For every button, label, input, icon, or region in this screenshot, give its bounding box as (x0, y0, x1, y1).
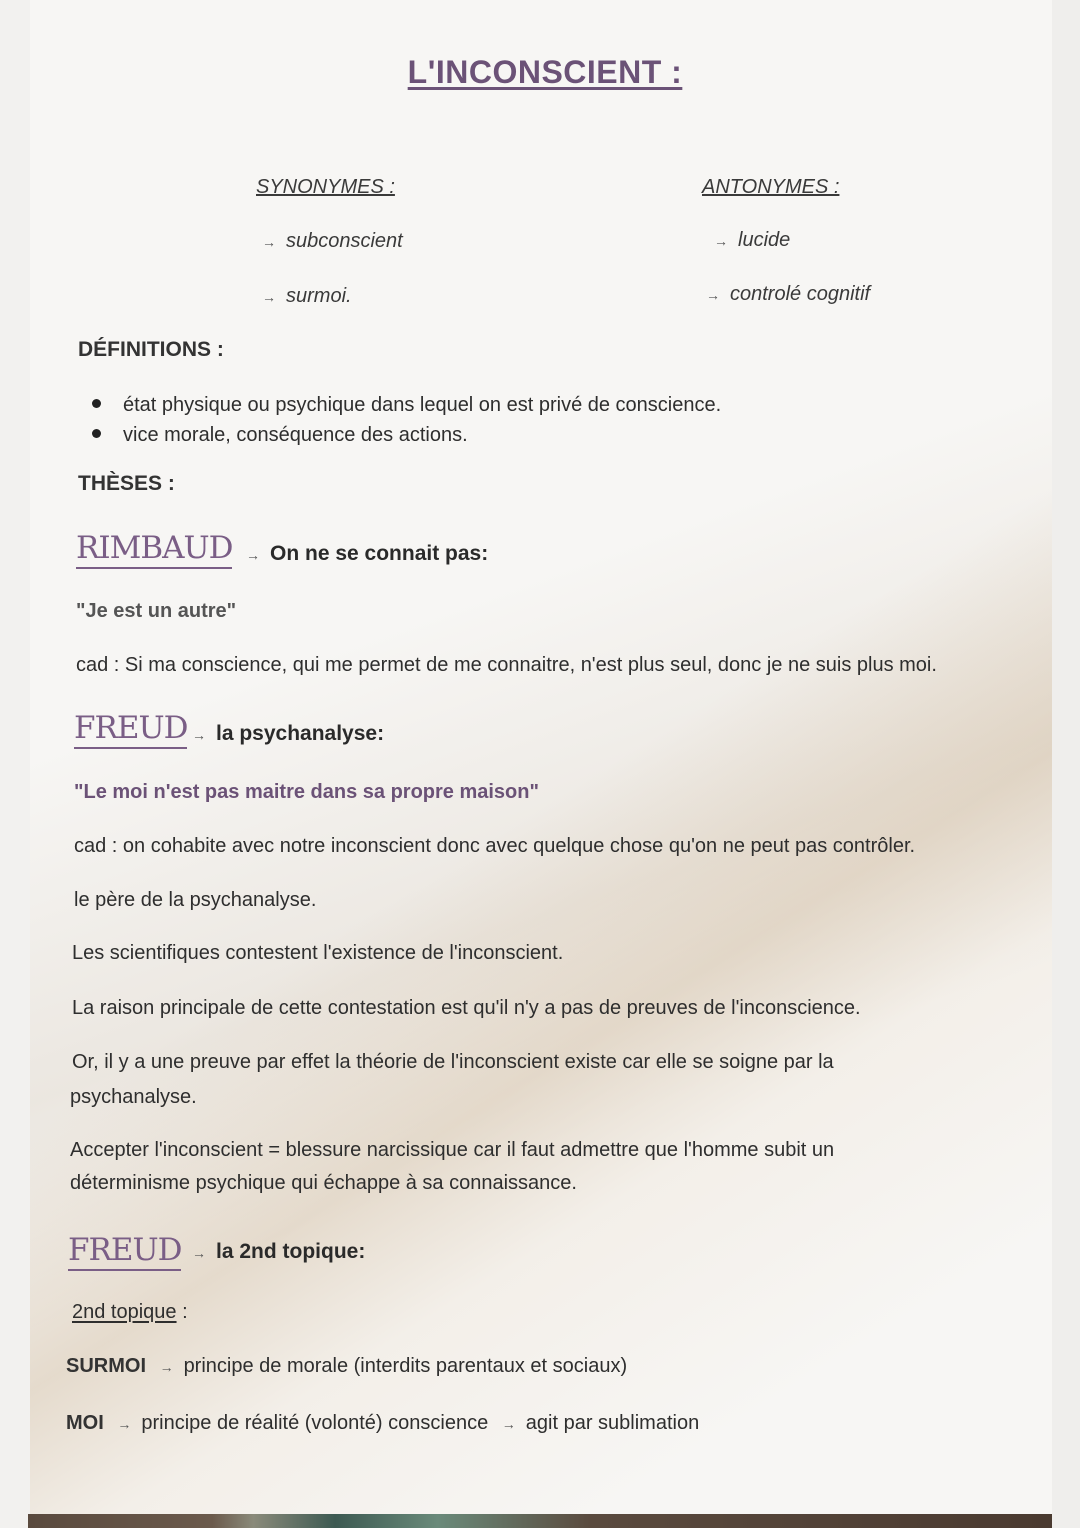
rimbaud-explanation: cad : Si ma conscience, qui me permet de me connaitre, n'est plus seul, donc je ne suis plus moi. (76, 654, 937, 676)
page-edge-right (1052, 0, 1080, 1528)
arrow-icon: → (192, 727, 206, 743)
bullet-icon (92, 429, 101, 438)
antonymes-heading: ANTONYMES : (702, 176, 840, 198)
freud-quote: "Le moi n'est pas maitre dans sa propre maison" (74, 781, 539, 803)
arrow-icon: → (159, 1359, 174, 1375)
bullet-icon (92, 399, 101, 408)
definition-item: état physique ou psychique dans lequel on est privé de conscience. (92, 394, 721, 417)
freud-preuve-line: Or, il y a une preuve par effet la théorie de l'inconscient existe car elle se soigne par la (72, 1051, 834, 1073)
freud-preuve-line: psychanalyse. (70, 1086, 197, 1108)
arrow-icon: → (192, 1245, 206, 1261)
arrow-icon: → (262, 234, 276, 250)
freud2-topic: → la 2nd topique: (192, 1240, 366, 1263)
antonyme-item: → lucide (714, 229, 791, 251)
antonyme-item: → controlé cognitif (706, 283, 871, 305)
author-rimbaud: RIMBAUD (76, 530, 232, 569)
moi-line: MOI → principe de réalité (volonté) conscience → agit par sublimation (66, 1412, 700, 1434)
synonyme-item: → subconscient (262, 230, 403, 252)
arrow-icon: → (262, 289, 276, 305)
author-freud-2: FREUD (68, 1232, 181, 1271)
definitions-heading: DÉFINITIONS : (78, 338, 224, 361)
freud-blessure-line: Accepter l'inconscient = blessure narcissique car il faut admettre que l'homme subit un (70, 1139, 835, 1161)
definition-item: vice morale, conséquence des actions. (92, 424, 468, 447)
page-title: L'INCONSCIENT : (407, 54, 683, 90)
arrow-icon: → (501, 1416, 516, 1432)
arrow-icon: → (246, 547, 260, 563)
arrow-icon: → (714, 233, 728, 249)
freud-blessure-line: déterminisme psychique qui échappe à sa connaissance. (70, 1172, 577, 1194)
theses-heading: THÈSES : (78, 472, 175, 495)
bottom-background-strip (28, 1514, 1052, 1528)
rimbaud-topic: → On ne se connait pas: (246, 542, 489, 565)
synonymes-heading: SYNONYMES : (256, 176, 395, 198)
page-edge-left (0, 0, 30, 1528)
freud-note: Les scientifiques contestent l'existence de l'inconscient. (72, 942, 564, 964)
rimbaud-quote: "Je est un autre" (76, 600, 237, 622)
arrow-icon: → (706, 287, 720, 303)
author-freud: FREUD (74, 710, 187, 749)
synonyme-item: → surmoi. (262, 285, 352, 307)
surmoi-line: SURMOI → principe de morale (interdits parentaux et sociaux) (66, 1355, 628, 1377)
freud-explanation: cad : on cohabite avec notre inconscient donc avec quelque chose qu'on ne peut pas contrôler. (74, 835, 916, 857)
freud-note: La raison principale de cette contestation est qu'il n'y a pas de preuves de l'inconscience. (72, 997, 861, 1019)
arrow-icon: → (117, 1416, 132, 1432)
topique-subheading: 2nd topique : (72, 1301, 188, 1323)
freud-note: le père de la psychanalyse. (74, 889, 317, 911)
freud-topic: → la psychanalyse: (192, 722, 385, 745)
